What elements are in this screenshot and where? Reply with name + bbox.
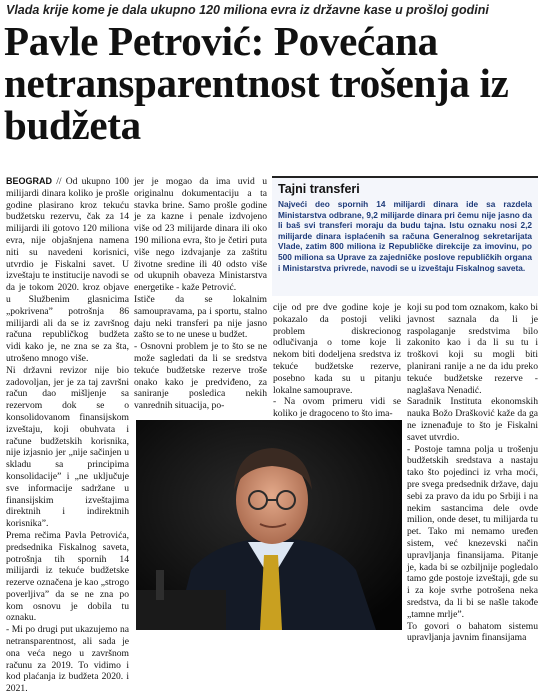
headline-text: Povećana netransparentnost trošenja iz budžeta [4,18,509,148]
article-column-3 [273,302,401,420]
article-kicker: Vlada krije kome je dala ukupno 120 miliona evra iz državne kase u prošloj godini [6,3,489,17]
article-paragraph: - Osnovni problem je to što se ne može sagledati da li se sredstva tekuće budžetske rezerve troše onako kako je predviđeno, za saniranje posledica nekih vanrednih situacija, po- [134,341,267,412]
article-paragraph: - Mi po drugi put ukazujemo na netransparentnost, ali sada je ona veća nego u završnom računu za 2019. To vidimo i kod plaćanja iz budžeta 2020. i 2021. [6,624,129,695]
sidebar-box [272,176,538,296]
headline-speaker: Pavle Petrović: [4,18,264,64]
sidebar-text: Najveći deo spornih 14 milijardi dinara ide sa razdela Ministarstva odbrane, 9,2 milijarde dinara pri čemu nije jasno da li baš svi transferi moraju da budu tajna. Istu oznaku nosi 2,2 milijarde dinara isplaćenih sa računa Generalnog sekretarijata Vlade, zatim 800 miliona iz Republičke direkcije za imovinu, po 500 miliona sa Uprave za zajedničke poslove republičkih organa i Ministarstva privrede, navodi se u izveštaju Fiskalnog saveta. [278,199,532,273]
article-column-1 [6,176,129,695]
article-paragraph: Saradnik Instituta ekonomskih nauka Božo Drašković kaže da ga ne iznenađuje to što je Fiskalni savet utvrdio. [407,396,538,443]
article-paragraph: jer je mogao da ima uvid u originalnu dokumentaciju a ta stavka brine. Samo prošle godine je za kazne i penale izdvojeno više od 23 milijarde dinara ili oko 190 miliona evra, što je četiri puta više nego izdvajanje za zaštitu životne sredine ili 40 odsto više od ukupnih obaveza Ministarstva energetike - kaže Petrović. [134,176,267,294]
article-paragraph: - Na ovom primeru vidi se koliko je dragoceno to što ima- [273,396,401,420]
article-paragraph: - Postoje tamna polja u trošenju budžetskih sredstava a nastaju tako što pojedinci iz vrha moći, pre svega predsednik države, daju sebi za pravo da idu po Srbiji i na nekim sastancima dele ovde milion, onde deset, tu milijarda tu pet. Tako mi nemamo uređen sistem, već knezevski način upravljanja finansijama. Pitanje je, kada bi se ozbiljnije pogledalo tamo gde postoje izveštaji, gde su i za koje svrhe potrošena neka sredstva, da li bi se našle takođe „tamne mrlje”. [407,443,538,620]
sidebar-title: Tajni transferi [278,182,360,196]
speaker-portrait [136,420,402,630]
article-headline [4,20,538,146]
article-column-4 [407,302,538,644]
dateline: BEOGRAD [6,176,53,186]
article-column-2 [134,176,267,416]
article-paragraph: koji su pod tom oznakom, kako bi javnost saznala da li je raspolaganje sredstvima bilo zakonito kao i da li su tu i troškovi koji su mogli biti planirani ranije a ne da idu preko tekuće budžetske rezerve -naglašava Nenadić. [407,302,538,396]
article-paragraph: cije od pre dve godine koje je pokazalo da postoji veliki problem diskrecionog odlučivanja o tome koje li nekom biti dodeljena sredstva iz tekuće budžetske rezerve, posebno kada su u pitanju lokalne samouprave. [273,302,401,396]
article-paragraph: Ističe da se lokalnim samoupravama, pa i sportu, stalno daju neki transferi pa nije jasno zašto se to ne unese u budžet. [134,293,267,341]
article-paragraph: Prema rečima Pavla Petrovića, predsednika Fiskalnog saveta, potrošnja tih spornih 14 milijardi iz tekuće budžetske rezerve označena je kao „strogo poverljiva” da se ne zna po kom osnovu je dobila tu oznaku. [6,529,129,624]
article-paragraph: To govori o bahatom sistemu upravljanja javnim finansijama [407,620,538,644]
article-paragraph: Ni državni revizor nije bio zadovoljan, jer je za taj završni račun dao mišljenje sa rezervom dok se o konsolidovanom finansijskom izveštaju, koji obuhvata i račune budžetskih korisnika, nije izjasnio jer „nije sačinjen u skladu sa principima konsolidacije” i „ne uključuje sve informacije sadržane u finansijskim izveštajima direktnih i indirektnih korisnika”. [6,364,129,530]
article-photo [136,420,402,630]
article-paragraph: BEOGRAD // Od ukupno 100 milijardi dinara koliko je prošle godine plasirano kroz tekuću budžetsku rezervu, čak za 14 milijardi ili gotovo 120 miliona evra, nije objašnjena namena niti su navedeni korisnici, utvrdio je Fiskalni savet. U izveštaju te institucije navodi se da je tokom 2020. kroz objave u Službenim glasnicima „pokrivena” potrošnja 86 milijardi ali da se iz završnog računa republičkog budžeta vidi kako je, ne zna se za šta, utrošeno mnogo više. [6,176,129,364]
